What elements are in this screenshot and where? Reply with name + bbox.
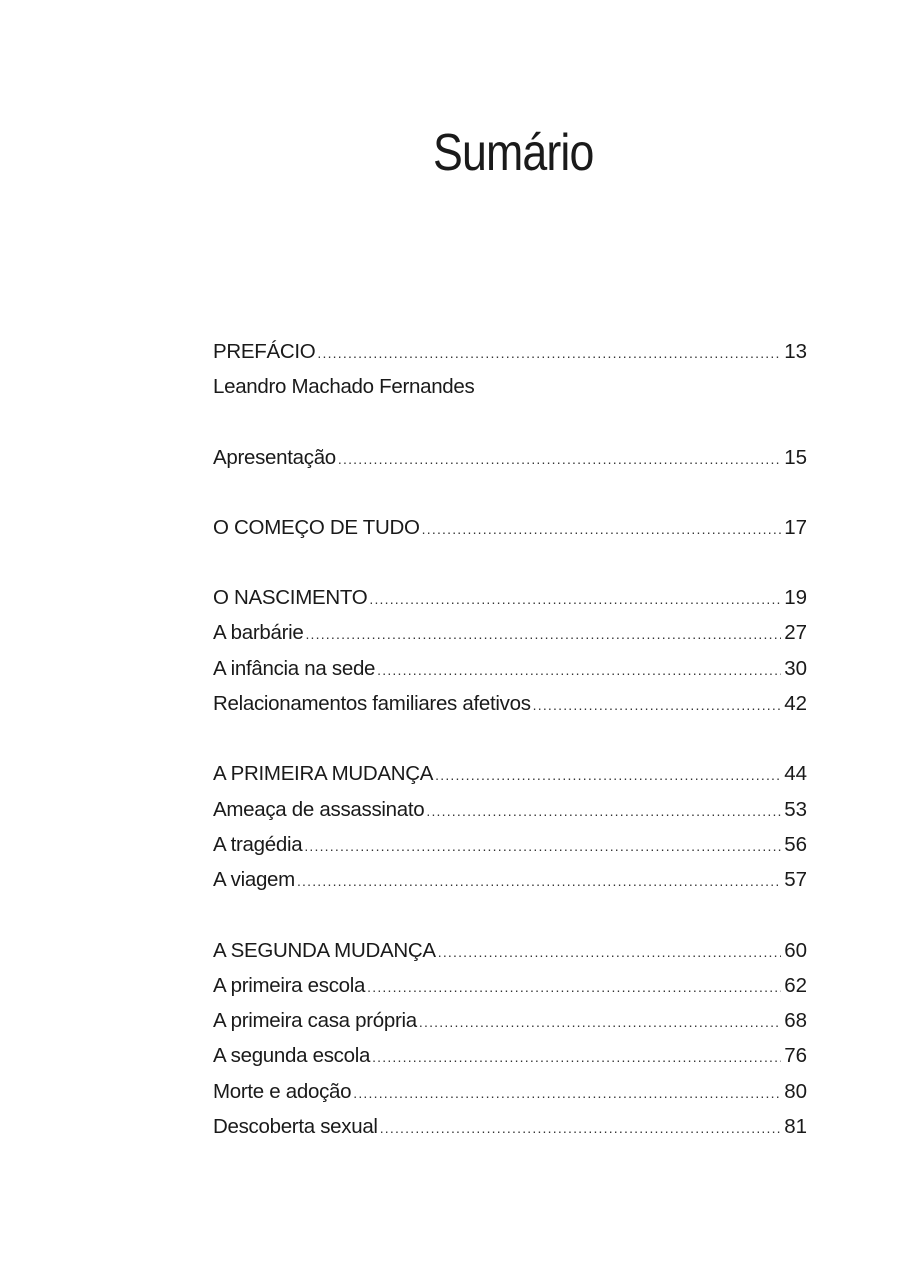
toc-group-prefacio	[213, 334, 807, 405]
toc-entry-page: 68	[784, 1009, 807, 1033]
toc-entry-label: Morte e adoção	[213, 1079, 352, 1103]
toc-entry-page: 15	[784, 445, 807, 469]
toc-entry-page: 30	[784, 656, 807, 680]
dot-leader	[304, 829, 781, 864]
toc-entry[interactable]	[213, 686, 807, 721]
dot-leader	[419, 1005, 781, 1040]
toc-entry-label: Ameaça de assassinato	[213, 797, 425, 821]
toc-entry-label: Relacionamentos familiares afetivos	[213, 692, 531, 716]
toc-entry[interactable]	[213, 862, 807, 897]
dot-leader	[372, 1040, 781, 1075]
toc-group-nascimento	[213, 580, 807, 721]
toc-entry-page: 42	[784, 692, 807, 716]
toc-entry[interactable]	[213, 1003, 807, 1038]
toc-entry[interactable]	[213, 968, 807, 1003]
toc-entry[interactable]	[213, 1109, 807, 1144]
dot-leader	[435, 758, 781, 793]
dot-leader	[533, 688, 782, 723]
toc-entry-label: PREFÁCIO	[213, 340, 316, 363]
dot-leader	[317, 336, 781, 371]
toc-entry[interactable]	[213, 1074, 807, 1109]
toc-entry[interactable]	[213, 756, 807, 791]
toc-entry[interactable]	[213, 1038, 807, 1073]
toc-entry-page: 60	[784, 938, 807, 962]
dot-leader	[426, 794, 781, 829]
toc-entry-page: 27	[784, 621, 807, 645]
toc-entry-page: 13	[784, 340, 807, 363]
toc-entry-label: A tragédia	[213, 832, 303, 856]
dot-leader	[380, 1111, 782, 1146]
toc-entry[interactable]	[213, 334, 807, 369]
toc-entry-label: A segunda escola	[213, 1044, 371, 1068]
toc-entry-label: A viagem	[213, 868, 295, 892]
dot-leader	[297, 864, 781, 899]
toc-entry[interactable]	[213, 827, 807, 862]
toc-entry[interactable]	[213, 580, 807, 615]
dot-leader	[338, 442, 781, 477]
toc-entry-label: O COMEÇO DE TUDO	[213, 515, 420, 539]
dot-leader	[422, 512, 782, 547]
dot-leader	[367, 970, 781, 1005]
dot-leader	[438, 935, 781, 970]
toc-entry-label: A PRIMEIRA MUDANÇA	[213, 762, 434, 786]
toc-entry-page: 53	[784, 797, 807, 821]
toc-group-comeco	[213, 510, 807, 545]
dot-leader	[369, 582, 781, 617]
dot-leader	[377, 653, 781, 688]
toc-entry-page: 44	[784, 762, 807, 786]
toc-entry-page: 17	[784, 515, 807, 539]
toc-entry[interactable]	[213, 615, 807, 650]
toc-entry-author: Leandro Machado Fernandes	[213, 375, 475, 399]
toc-entry-label: A SEGUNDA MUDANÇA	[213, 938, 436, 962]
toc-entry-page: 76	[784, 1044, 807, 1068]
dot-leader	[305, 617, 781, 652]
table-of-contents	[213, 334, 807, 1179]
toc-group-apresentacao	[213, 440, 807, 475]
toc-entry[interactable]	[213, 510, 807, 545]
toc-entry[interactable]	[213, 440, 807, 475]
toc-group-primeira-mudanca	[213, 756, 807, 897]
toc-entry-label: A primeira escola	[213, 973, 366, 997]
toc-entry-page: 62	[784, 973, 807, 997]
toc-entry-page: 56	[784, 832, 807, 856]
toc-entry-label: Apresentação	[213, 445, 336, 469]
toc-entry-label: Descoberta sexual	[213, 1115, 378, 1139]
toc-entry[interactable]	[213, 792, 807, 827]
toc-entry[interactable]	[213, 933, 807, 968]
toc-entry-page: 80	[784, 1079, 807, 1103]
toc-group-segunda-mudanca	[213, 933, 807, 1145]
toc-entry-label: A infância na sede	[213, 656, 376, 680]
toc-entry-label: A primeira casa própria	[213, 1009, 417, 1033]
dot-leader	[353, 1076, 781, 1111]
toc-entry-page: 19	[784, 586, 807, 610]
toc-entry[interactable]	[213, 651, 807, 686]
toc-entry-label: A barbárie	[213, 621, 304, 645]
toc-entry-page: 57	[784, 868, 807, 892]
toc-entry-page: 81	[784, 1115, 807, 1139]
toc-entry-label: O NASCIMENTO	[213, 586, 368, 610]
page-title: Sumário	[433, 123, 594, 182]
